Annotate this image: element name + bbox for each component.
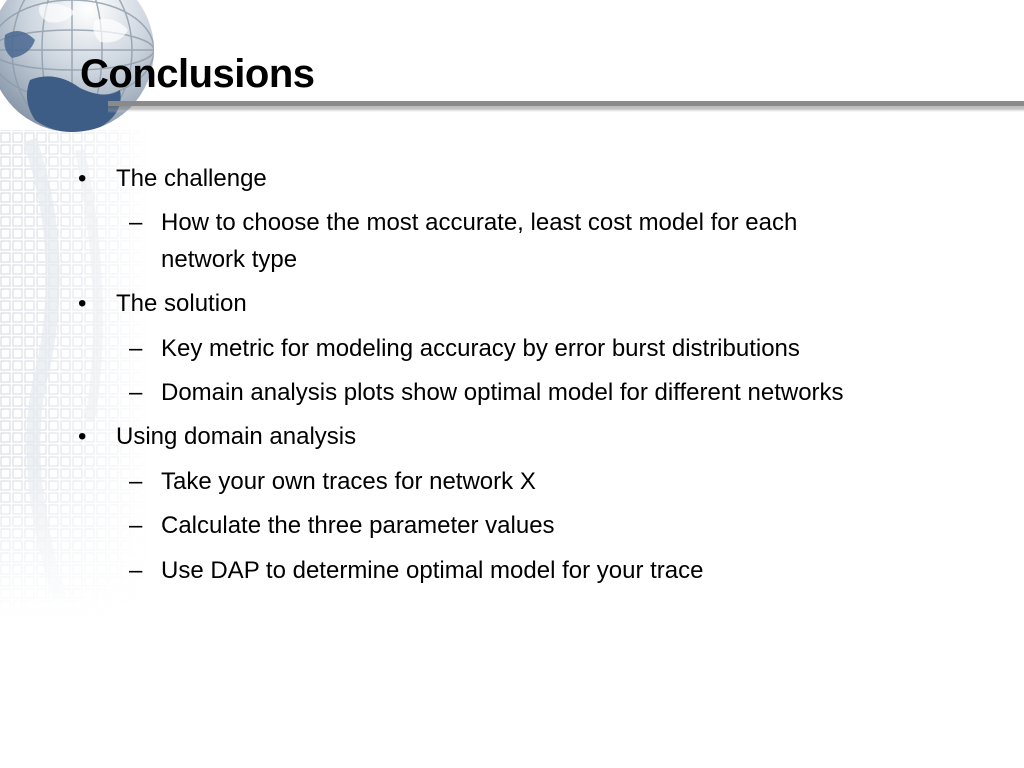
sub-bullet-text: Key metric for modeling accuracy by error burst distributions	[161, 335, 800, 362]
sub-bullet-text: network type	[161, 246, 298, 273]
dash-marker: –	[129, 468, 143, 495]
sub-bullet-item	[129, 552, 704, 589]
bullet-marker: •	[78, 290, 87, 317]
slide-title: Conclusions	[80, 52, 315, 96]
dash-marker: –	[129, 379, 143, 406]
sub-bullet-item	[129, 463, 536, 500]
sub-bullet-continuation	[161, 241, 297, 278]
bullet-item	[78, 285, 247, 322]
sub-bullet-item	[129, 374, 844, 411]
sub-bullet-item	[129, 330, 800, 367]
sub-bullet-text: Domain analysis plots show optimal model for different networks	[161, 379, 844, 406]
dash-marker: –	[129, 557, 143, 584]
bullet-marker: •	[78, 165, 87, 192]
dash-marker: –	[129, 209, 143, 236]
sub-bullet-text: Use DAP to determine optimal model for your trace	[161, 557, 704, 584]
bullet-text: Using domain analysis	[116, 423, 357, 450]
sub-bullet-text: Calculate the three parameter values	[161, 512, 555, 539]
bullet-marker: •	[78, 423, 87, 450]
bullet-text: The challenge	[116, 165, 267, 192]
bullet-item	[78, 160, 267, 197]
sub-bullet-text: Take your own traces for network X	[161, 468, 536, 495]
sub-bullet-item	[129, 204, 798, 241]
bullet-item	[78, 418, 357, 455]
dash-marker: –	[129, 335, 143, 362]
sub-bullet-text: How to choose the most accurate, least cost model for each	[161, 209, 798, 236]
bullet-text: The solution	[116, 290, 247, 317]
dash-marker: –	[129, 512, 143, 539]
sub-bullet-item	[129, 507, 555, 544]
